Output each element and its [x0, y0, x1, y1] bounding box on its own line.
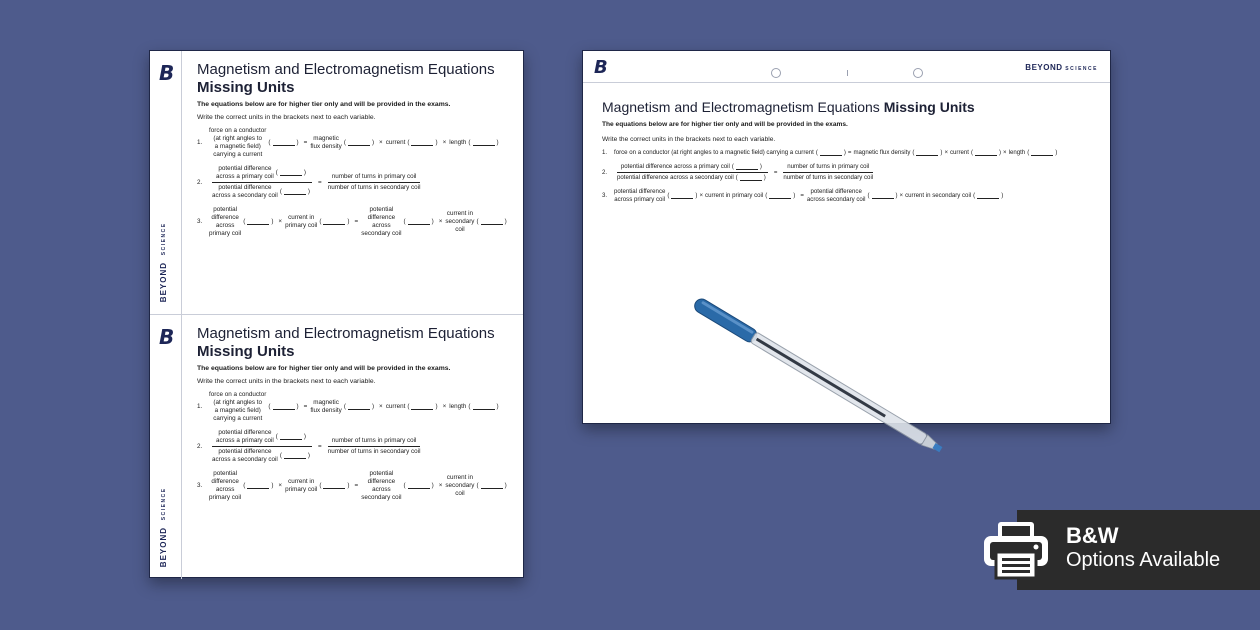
- equation-3: 3. potential difference across primary coil ( ) × current in primary coil ( ) = potential difference across secondary coil ( ) × current in secondary coil ( ): [197, 206, 513, 238]
- unit-blank[interactable]: [481, 482, 503, 489]
- unit-blank[interactable]: [280, 433, 302, 440]
- unit-blank[interactable]: [1031, 149, 1053, 156]
- landscape-worksheet: [582, 50, 1111, 424]
- instruction: Write the correct units in the brackets next to each variable.: [602, 136, 776, 143]
- unit-blank[interactable]: [323, 482, 345, 489]
- beyond-logo-icon: B: [159, 61, 175, 85]
- unit-blank[interactable]: [820, 149, 842, 156]
- beyond-logo-icon: B: [594, 57, 608, 78]
- unit-blank[interactable]: [280, 169, 302, 176]
- unit-blank[interactable]: [247, 482, 269, 489]
- equation-2: 2. potential difference across a primary coil ( ) potential difference across a secondary coil ( ) = $\frac{\text{number of turns in primary coil}}{\text{number of turns in secondary coil}}$: [197, 429, 513, 464]
- unit-blank[interactable]: [284, 188, 306, 195]
- instruction: Write the correct units in the brackets next to each variable.: [197, 114, 376, 121]
- worksheet-title: Magnetism and Electromagnetism Equations Missing Units: [197, 325, 495, 360]
- equation-2: 2. $\frac{\text{potential difference across a primary coil( )}}{\text{potential difference across a secondary coil}}$( ) = $\frac{\text{number of turns in primary coil}}{\text{number of turns in secondary coil}}$: [602, 163, 1098, 182]
- worksheet-half-top: [150, 51, 523, 315]
- unit-blank[interactable]: [247, 218, 269, 225]
- beyond-logo-icon: B: [159, 325, 175, 349]
- unit-blank[interactable]: [411, 403, 433, 410]
- unit-blank[interactable]: [348, 403, 370, 410]
- punch-hole-icon: [913, 68, 923, 78]
- unit-blank[interactable]: [977, 192, 999, 199]
- brand-horizontal: BEYOND SCIENCE: [1025, 63, 1098, 72]
- exam-note: The equations below are for higher tier only and will be provided in the exams.: [197, 101, 451, 108]
- unit-blank[interactable]: [740, 174, 762, 181]
- unit-blank[interactable]: [481, 218, 503, 225]
- fold-mark: [847, 70, 848, 76]
- unit-blank[interactable]: [408, 218, 430, 225]
- unit-blank[interactable]: [975, 149, 997, 156]
- exam-note: The equations below are for higher tier only and will be provided in the exams.: [602, 121, 848, 128]
- worksheet-half-bottom: [150, 315, 523, 579]
- equation-2: 2. potential difference across a primary coil ( ) potential difference across a secondary coil ( ) = $\frac{\text{number of turns in primary coil}}{\text{number of turns in secondary coil}}$: [197, 165, 513, 200]
- unit-blank[interactable]: [473, 403, 495, 410]
- exam-note: The equations below are for higher tier only and will be provided in the exams.: [197, 365, 451, 372]
- unit-blank[interactable]: [408, 482, 430, 489]
- unit-blank[interactable]: [671, 192, 693, 199]
- unit-blank[interactable]: [323, 218, 345, 225]
- equation-3: 3. potential difference across primary coil ( ) × current in primary coil ( ) = potential difference across secondary coil ( ) × current in secondary coil ( ): [602, 188, 1098, 204]
- unit-blank[interactable]: [473, 139, 495, 146]
- unit-blank[interactable]: [273, 139, 295, 146]
- printer-icon: [978, 518, 1054, 584]
- equation-1: 1. force on a conductor (at right angles to a magnetic field) carrying a current ( ) = magnetic flux density ( ) × current ( ) × length ( ): [197, 391, 513, 423]
- brand-vertical: BEYOND SCIENCE: [159, 221, 168, 302]
- side-strip: [150, 315, 182, 579]
- unit-blank[interactable]: [736, 163, 758, 170]
- unit-blank[interactable]: [348, 139, 370, 146]
- unit-blank[interactable]: [916, 149, 938, 156]
- punch-hole-icon: [771, 68, 781, 78]
- equation-1: 1. force on a conductor (at right angles to a magnetic field) carrying a current ( ) = magnetic flux density ( ) × current ( ) × length ( ): [197, 127, 513, 159]
- unit-blank[interactable]: [284, 452, 306, 459]
- unit-blank[interactable]: [769, 192, 791, 199]
- equation-1: 1. force on a conductor (at right angles to a magnetic field) carrying a current ( ) = magnetic flux density ( ) × current ( ) × length ( ): [602, 149, 1098, 157]
- unit-blank[interactable]: [872, 192, 894, 199]
- landscape-header: [583, 51, 1110, 83]
- instruction: Write the correct units in the brackets next to each variable.: [197, 378, 376, 385]
- bw-title: B&W: [1066, 523, 1119, 548]
- brand-vertical: BEYOND SCIENCE: [159, 486, 168, 567]
- unit-blank[interactable]: [273, 403, 295, 410]
- unit-blank[interactable]: [411, 139, 433, 146]
- side-strip: [150, 51, 182, 314]
- worksheet-title: Magnetism and Electromagnetism Equations Missing Units: [602, 99, 975, 115]
- equation-3: 3. potential difference across primary coil ( ) × current in primary coil ( ) = potential difference across secondary coil ( ) × current in secondary coil ( ): [197, 470, 513, 502]
- bw-subtitle: Options Available: [1066, 549, 1221, 571]
- worksheet-title: Magnetism and Electromagnetism Equations Missing Units: [197, 61, 495, 96]
- portrait-worksheet: [149, 50, 524, 578]
